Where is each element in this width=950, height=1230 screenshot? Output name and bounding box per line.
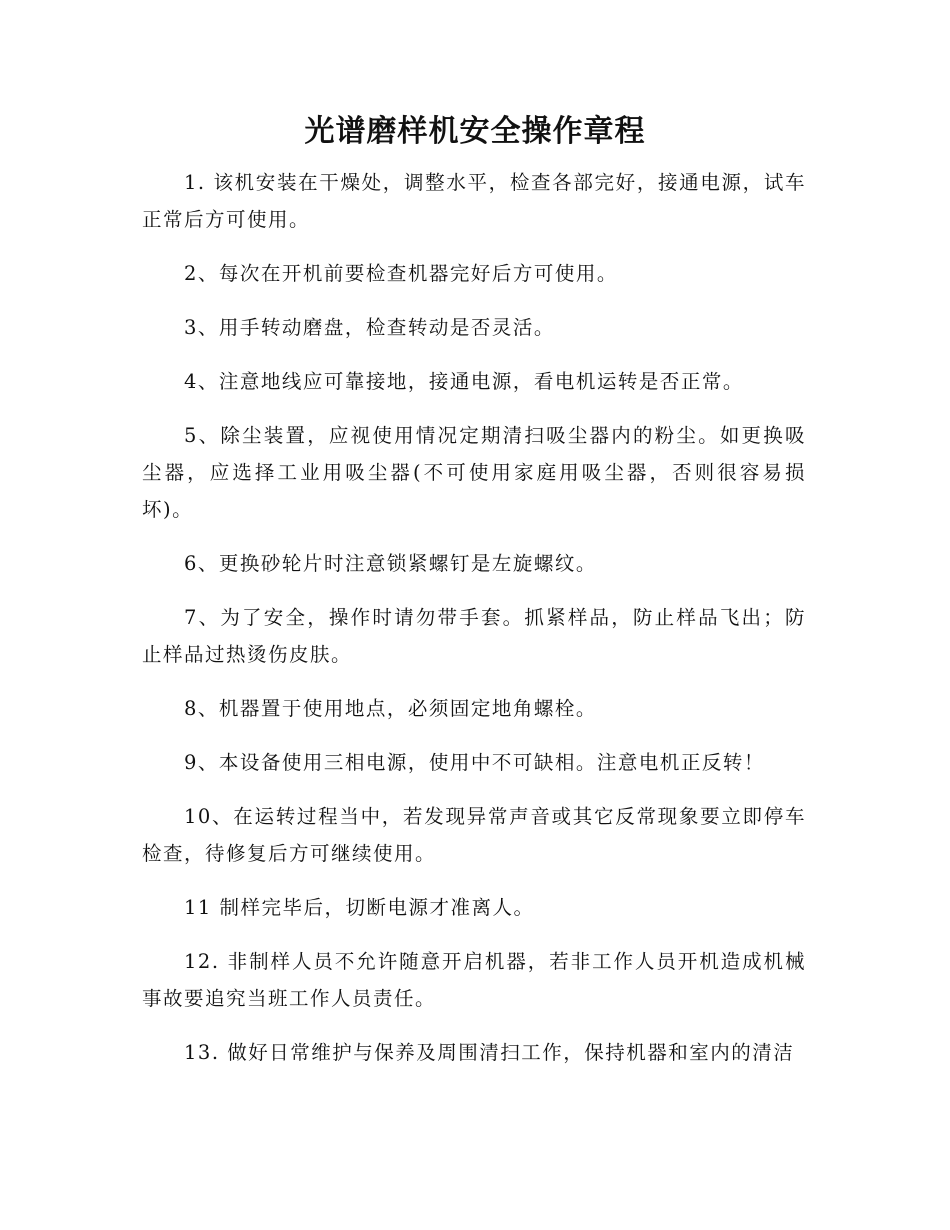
rule-paragraph-9: 9、本设备使用三相电源，使用中不可缺相。注意电机正反转！ — [184, 751, 765, 774]
rule-paragraph-1: 1. 该机安装在干燥处，调整水平，检查各部完好，接通电源，试车正常后方可使用。 — [142, 171, 806, 231]
rule-paragraph-4: 4、注意地线应可靠接地，接通电源，看电机运转是否正常。 — [184, 370, 744, 393]
rule-paragraph-6: 6、更换砂轮片时注意锁紧螺钉是左旋螺纹。 — [184, 552, 597, 575]
rule-paragraph-10: 10、在运转过程当中，若发现异常声音或其它反常现象要立即停车检查，待修复后方可继续使用。 — [142, 805, 806, 865]
rule-paragraph-2: 2、每次在开机前要检查机器完好后方可使用。 — [184, 262, 618, 285]
rule-paragraph-7: 7、为了安全，操作时请勿带手套。抓紧样品，防止样品飞出；防止样品过热烫伤皮肤。 — [142, 606, 806, 666]
rule-paragraph-3: 3、用手转动磨盘，检查转动是否灵活。 — [184, 316, 555, 339]
rule-paragraph-11: 11 制样完毕后，切断电源才准离人。 — [184, 896, 535, 919]
rule-paragraph-13: 13. 做好日常维护与保养及周围清扫工作，保持机器和室内的清洁 — [184, 1041, 795, 1064]
rule-paragraph-12: 12. 非制样人员不允许随意开启机器，若非工作人员开机造成机械事故要追究当班工作人员责任。 — [142, 950, 806, 1010]
rule-paragraph-8: 8、机器置于使用地点，必须固定地角螺栓。 — [184, 697, 597, 720]
document-title: 光谱磨样机安全操作章程 — [304, 114, 646, 149]
rule-paragraph-5: 5、除尘装置，应视使用情况定期清扫吸尘器内的粉尘。如更换吸尘器，应选择工业用吸尘器(不可使用家庭用吸尘器，否则很容易损坏)。 — [142, 424, 806, 521]
document-body — [142, 164, 806, 1088]
